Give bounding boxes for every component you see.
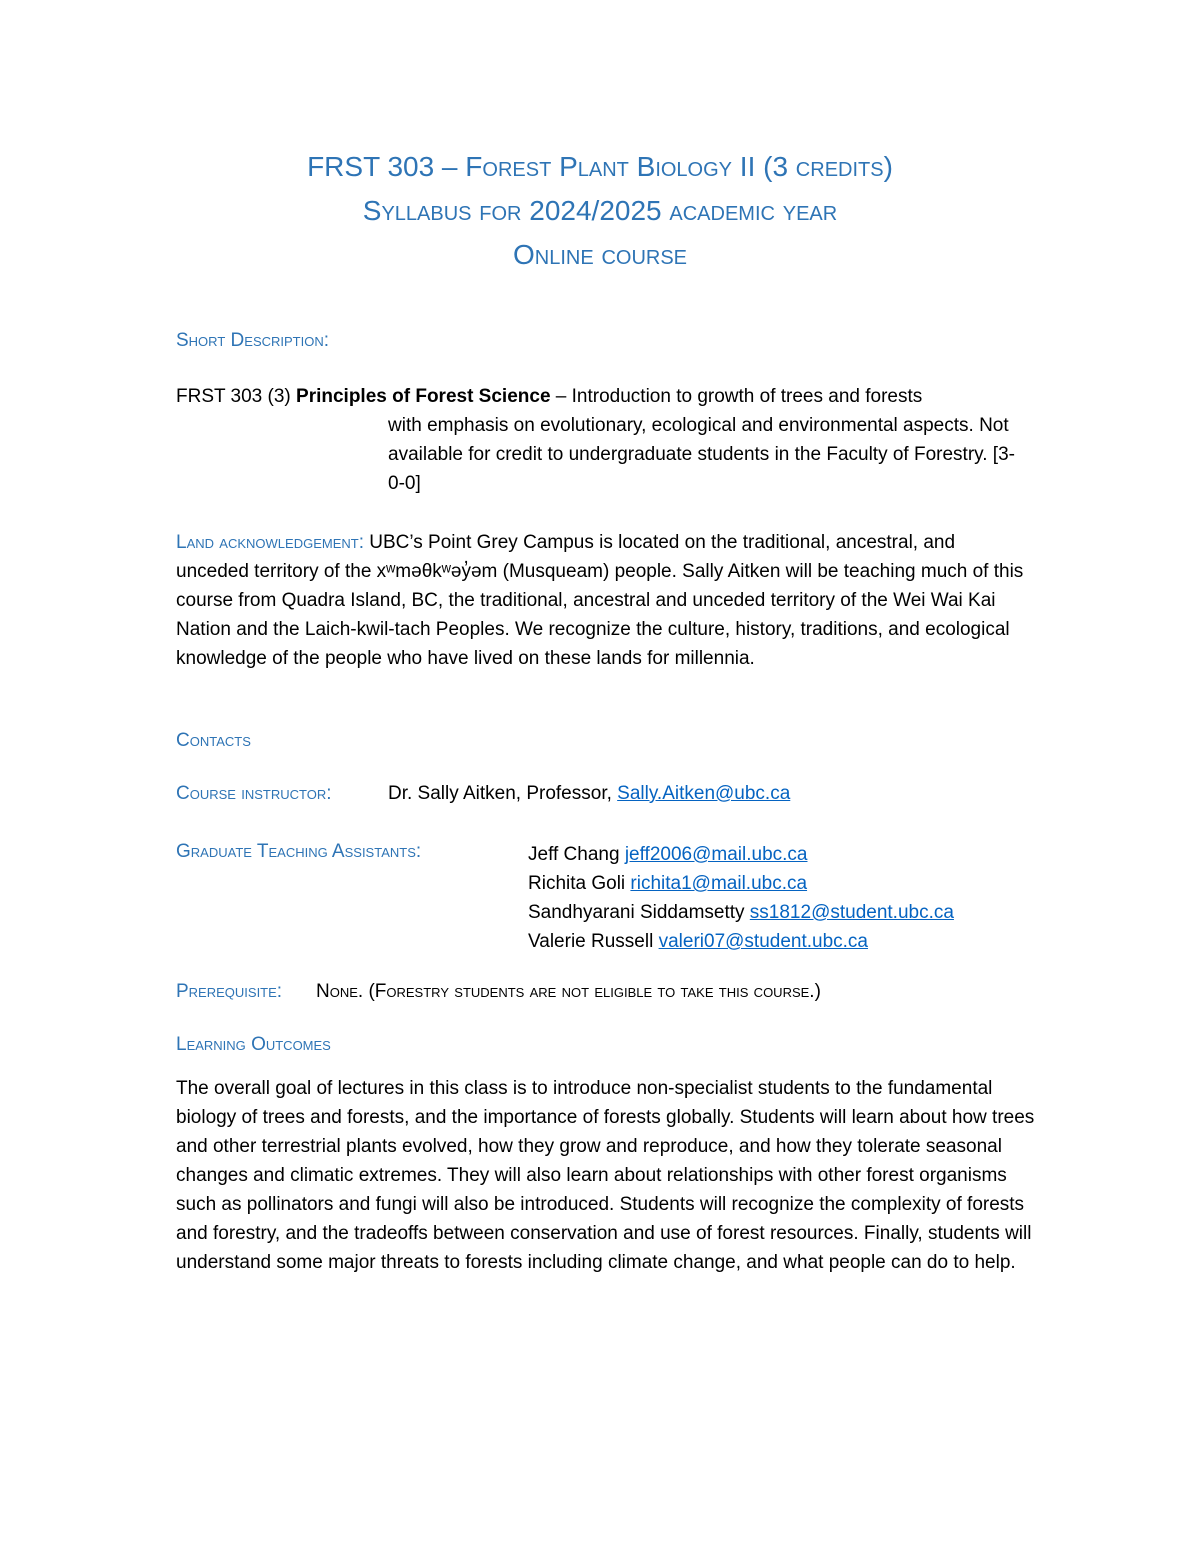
course-description-intro: – Introduction to growth of trees and forests: [550, 386, 923, 407]
ta-list-item: Valerie Russell valeri07@student.ubc.ca: [528, 931, 869, 952]
instructor-label: Course instructor:: [176, 783, 332, 804]
course-description-first-line: [176, 382, 922, 411]
course-code: FRST 303 (3): [176, 386, 291, 407]
course-description-continuation: with emphasis on evolutionary, ecological and environmental aspects. Not available for credit to undergraduate students in the Faculty of Forestry. [3-0-0]: [388, 415, 1015, 494]
instructor-contact: [388, 783, 790, 805]
ta-list: [528, 840, 954, 956]
ta-list-item: Sandhyarani Siddamsetty ss1812@student.ubc.ca: [528, 902, 954, 923]
title-course: FRST 303 – Forest Plant Biology II (3 credits): [307, 151, 893, 182]
prerequisite-value: None. (Forestry students are not eligible to take this course.): [316, 981, 821, 1002]
short-description-heading: Short Description:: [176, 330, 329, 351]
ta-email-link[interactable]: valeri07@student.ubc.ca: [658, 931, 869, 952]
land-acknowledgement-heading: Land acknowledgement:: [176, 532, 364, 553]
prerequisite-label: Prerequisite:: [176, 981, 283, 1002]
ta-label: Graduate Teaching Assistants:: [176, 841, 422, 862]
land-acknowledgement: [176, 528, 1026, 673]
instructor-email-link[interactable]: Sally.Aitken@ubc.ca: [617, 783, 791, 804]
ta-email-link[interactable]: ss1812@student.ubc.ca: [749, 902, 954, 923]
contacts-heading: Contacts: [176, 730, 251, 751]
course-name: Principles of Forest Science: [296, 386, 551, 407]
learning-outcomes-heading: Learning Outcomes: [176, 1034, 331, 1055]
learning-outcomes-text: The overall goal of lectures in this class is to introduce non-specialist students to the fundamental biology of trees and forests, and the importance of forests globally. Students will learn about how trees and other terrestrial plants evolved, how they grow and reproduce, and how they tolerate seasonal changes and climatic extremes. They will also learn about relationships with other forest organisms such as pollinators and fungi will also be introduced. Students will recognize the complexity of forests and forestry, and the tradeoffs between conservation and use of forest resources. Finally, students will understand some major threats to forests including climate change, and what people can do to help.: [176, 1078, 1035, 1273]
ta-list-item: Jeff Chang jeff2006@mail.ubc.ca: [528, 844, 808, 865]
title-delivery-mode: Online course: [512, 239, 688, 270]
ta-email-link[interactable]: jeff2006@mail.ubc.ca: [624, 844, 808, 865]
title-syllabus-year: Syllabus for 2024/2025 academic year: [362, 195, 838, 226]
land-acknowledgement-text: UBC’s Point Grey Campus is located on the traditional, ancestral, and unceded territory of the xʷməθkʷəy̓əm (Musqueam) people. Sally Aitken will be teaching much of this course from Quadra Island, BC, the traditional, ancestral and unceded territory of the Wei Wai Kai Nation and the Laich-kwil-tach Peoples. We recognize the culture, history, traditions, and ecological knowledge of the people who have lived on these lands for millennia.: [176, 532, 1024, 669]
ta-list-item: Richita Goli richita1@mail.ubc.ca: [528, 873, 808, 894]
instructor-name: Dr. Sally Aitken, Professor,: [388, 783, 618, 804]
document-title: [0, 145, 1200, 277]
ta-email-link[interactable]: richita1@mail.ubc.ca: [630, 873, 808, 894]
